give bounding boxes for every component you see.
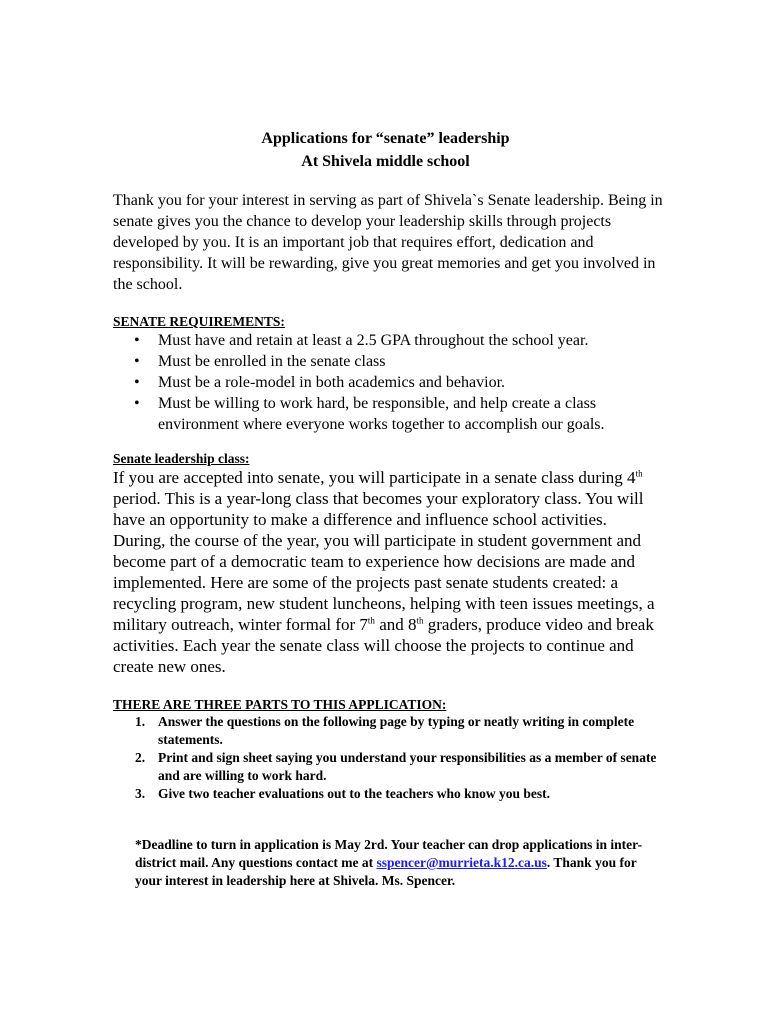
paragraph-text: period. This is a year-long class that becomes your exploratory class. You will have an opportunity to make a difference and influence school activities. During, the course of the year, you will participate in student government and become part of a democratic team to experience how decisions are made and implemented. Here are some of the projects past senate students created: a recycling program, new student luncheons, helping with teen issues meetings, a military outreach, winter formal for 7	[113, 489, 655, 634]
deadline-text: *Deadline to turn in application is May 2rd. Your teacher can drop applications in inter-district mail. Any questions contact me at	[135, 837, 643, 870]
paragraph-text: and 8	[374, 615, 417, 634]
parts-heading: THERE ARE THREE PARTS TO THIS APPLICATION:	[113, 697, 447, 712]
requirements-heading: SENATE REQUIREMENTS:	[113, 314, 285, 329]
requirement-text: Must be willing to work hard, be responsible, and help create a class environment where everyone works together to accomplish our goals.	[158, 395, 605, 433]
part-text: Give two teacher evaluations out to the teachers who know you best.	[158, 786, 550, 801]
list-number: 2.	[135, 750, 146, 765]
superscript: th	[416, 615, 424, 626]
list-item	[113, 393, 663, 435]
superscript: th	[635, 468, 643, 479]
superscript: th	[367, 615, 375, 626]
part-text: Print and sign sheet saying you understand your responsibilities as a member of senate and are willing to work hard.	[158, 750, 657, 783]
intro-paragraph: Thank you for your interest in serving as part of Shivela`s Senate leadership. Being in senate gives you the chance to develop your leadership skills through projects developed by you. It is an important job that requires effort, dedication and responsibility. It will be rewarding, give you great memories and get you involved in the school.	[113, 192, 663, 293]
requirement-text: Must be enrolled in the senate class	[158, 353, 386, 370]
deadline-note	[135, 836, 663, 890]
paragraph-text: If you are accepted into senate, you will participate in a senate class during 4	[113, 468, 636, 487]
bullet-icon: •	[134, 395, 140, 412]
list-item	[113, 351, 663, 372]
list-item	[113, 749, 663, 785]
email-link[interactable]: sspencer@murrieta.k12.ca.us	[376, 855, 547, 870]
list-number: 1.	[135, 714, 146, 729]
deadline-text: . Thank you for your interest in leadership here at Shivela. Ms. Spencer.	[135, 855, 637, 888]
requirements-list	[113, 330, 663, 435]
parts-list	[113, 713, 663, 803]
bullet-icon: •	[134, 374, 140, 391]
document-page	[113, 127, 663, 890]
list-item	[113, 713, 663, 749]
requirement-text: Must be a role-model in both academics and behavior.	[158, 374, 506, 391]
list-number: 3.	[135, 786, 146, 801]
title-line-1: Applications for “senate” leadership	[261, 130, 510, 147]
bullet-icon: •	[134, 332, 140, 349]
leadership-class-heading: Senate leadership class:	[113, 451, 250, 466]
leadership-class-paragraph	[113, 467, 663, 677]
requirement-text: Must have and retain at least a 2.5 GPA throughout the school year.	[158, 332, 589, 349]
list-item	[113, 330, 663, 351]
bullet-icon: •	[134, 353, 140, 370]
list-item	[113, 372, 663, 393]
list-item	[113, 785, 663, 803]
document-title	[108, 127, 663, 173]
title-line-2: At Shivela middle school	[301, 153, 470, 170]
paragraph-text: graders, produce video and break activities. Each year the senate class will choose the projects to continue and create new ones.	[113, 615, 654, 676]
part-text: Answer the questions on the following page by typing or neatly writing in complete statements.	[158, 714, 635, 747]
